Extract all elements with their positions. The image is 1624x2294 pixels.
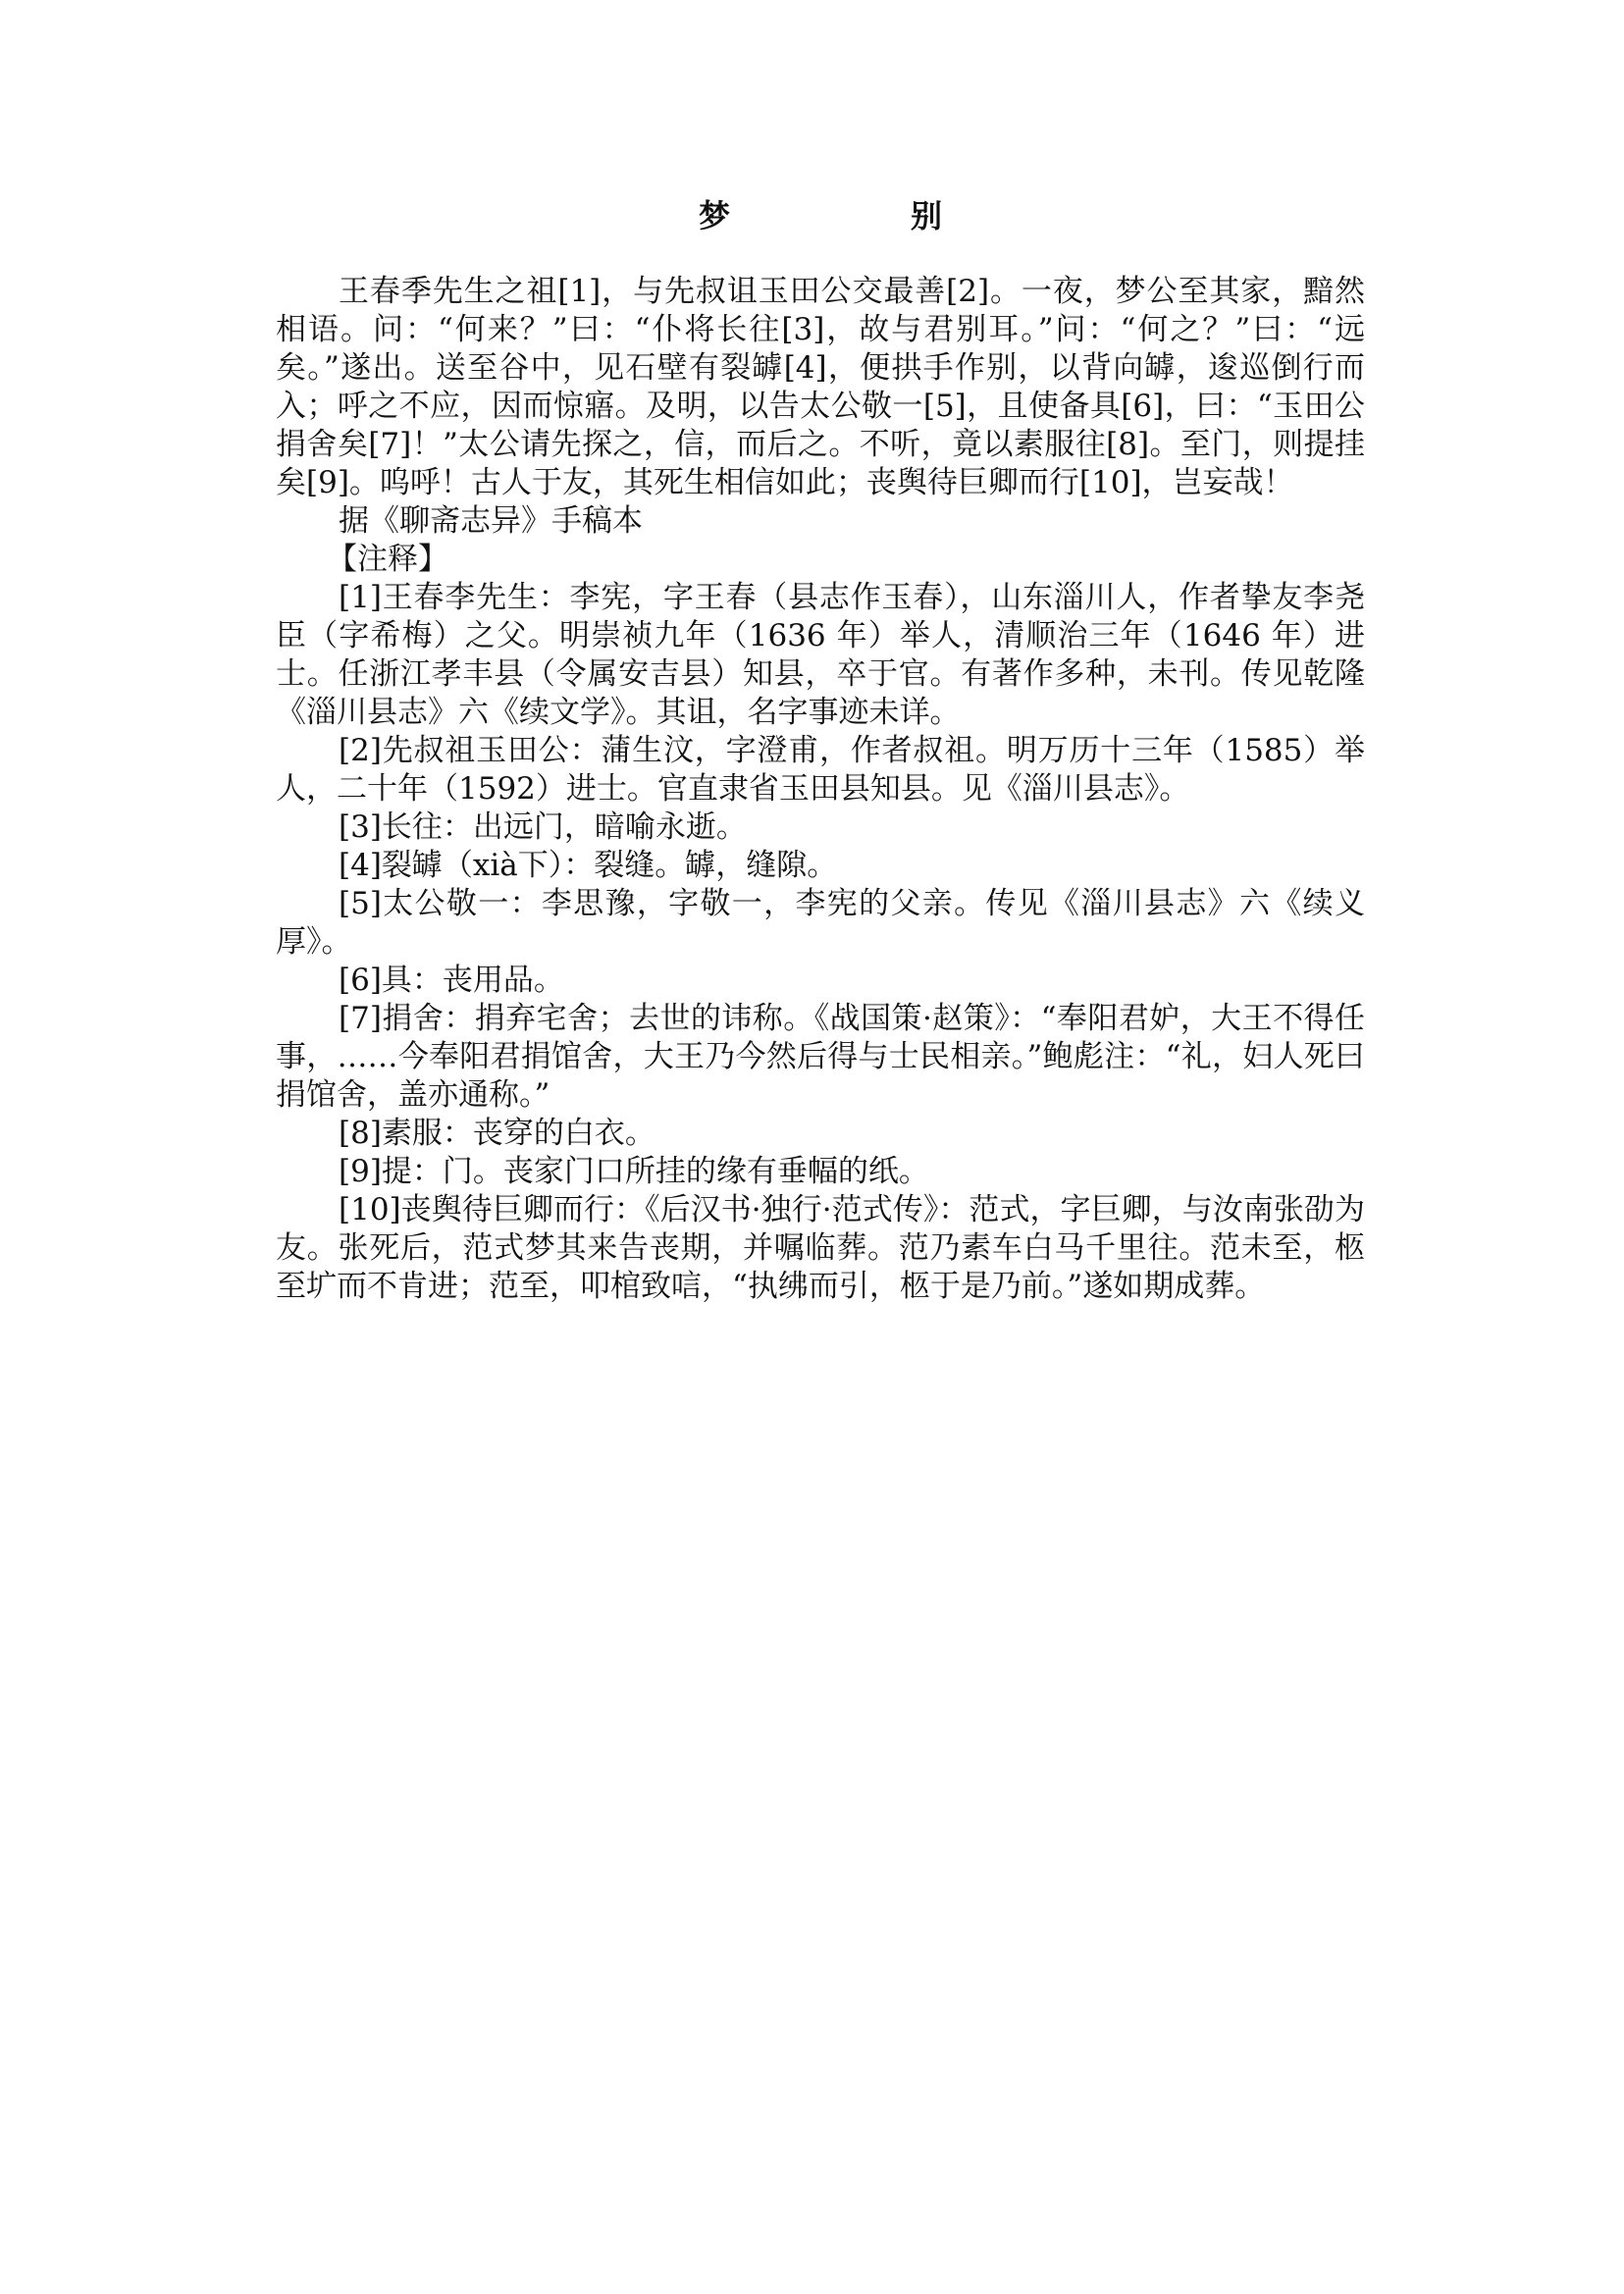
note-8: [8]素服：丧穿的白衣。 bbox=[339, 1116, 655, 1151]
notes-heading: 【注释】 bbox=[327, 542, 448, 577]
document-title: 梦 别 bbox=[698, 197, 981, 235]
note-1: [1]王春李先生：李宪，字王春（县志作玉春），山东淄川人，作者挚友李尧臣（字希梅）之父。明崇祯九年（1636 年）举人，清顺治三年（1646 年）进士。任浙江孝丰县（令属安吉县）知县，卒于官。有著作多种，未刊。传见乾隆《淄川县志》六《续文学》。其诅，名字事迹未详。 bbox=[276, 580, 1365, 730]
source-line: 据《聊斋志异》手稿本 bbox=[339, 503, 643, 539]
document-page bbox=[276, 192, 1365, 1306]
note-3: [3]长往：出远门，暗喻永逝。 bbox=[339, 809, 747, 845]
note-7: [7]捐舍：捐弃宅舍；去世的讳称。《战国策·赵策》：“奉阳君妒，大王不得任事，……今奉阳君捐馆舍，大王乃今然后得与士民相亲。”鲍彪注：“礼，妇人死曰捐馆舍，盖亦通称。” bbox=[276, 1001, 1365, 1113]
note-5: [5]太公敬一：李思豫，字敬一，李宪的父亲。传见《淄川县志》六《续义厚》。 bbox=[276, 886, 1365, 960]
note-6: [6]具：丧用品。 bbox=[339, 963, 564, 998]
story-paragraph: 王春季先生之祖[1]，与先叔诅玉田公交最善[2]。一夜，梦公至其家，黯然相语。问：“何来？”曰：“仆将长往[3]，故与君别耳。”问：“何之？”曰：“远矣。”遂出。送至谷中，见石壁有裂罅[4]，便拱手作别，以背向罅，逡巡倒行而入；呼之不应，因而惊寤。及明，以告太公敬一[5]，且使备具[6]，曰：“玉田公捐舍矣[7]！”太公请先探之，信，而后之。不听，竟以素服往[8]。至门，则提挂矣[9]。呜呼！古人于友，其死生相信如此；丧舆待巨卿而行[10]，岂妄哉！ bbox=[276, 274, 1365, 500]
note-10: [10]丧舆待巨卿而行：《后汉书·独行·范式传》：范式，字巨卿，与汝南张劭为友。张死后，范式梦其来告丧期，并嘱临葬。范乃素车白马千里往。范未至，柩至圹而不肯进；范至，叩棺致唁，“执绋而引，柩于是乃前。”遂如期成葬。 bbox=[276, 1192, 1365, 1304]
note-2: [2]先叔祖玉田公：蒲生汶，字澄甫，作者叔祖。明万历十三年（1585）举人，二十年（1592）进士。官直隶省玉田县知县。见《淄川县志》。 bbox=[276, 733, 1365, 807]
note-9: [9]提：门。丧家门口所挂的缘有垂幅的纸。 bbox=[339, 1154, 929, 1189]
note-4: [4]裂罅（xià下）：裂缝。罅，缝隙。 bbox=[339, 848, 838, 883]
